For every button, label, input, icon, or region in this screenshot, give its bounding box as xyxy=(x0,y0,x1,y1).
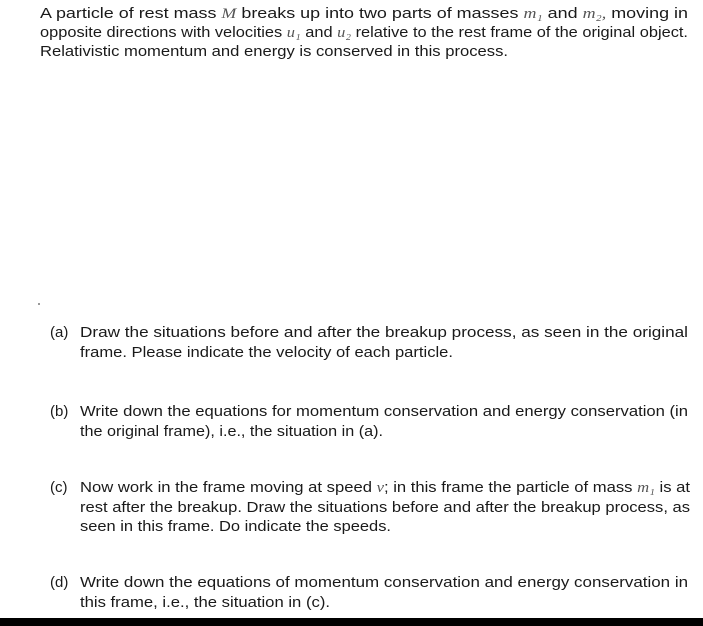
part-c-line xyxy=(80,498,690,517)
text-segment: opposite directions with velocities xyxy=(40,24,287,41)
text-segment: moving in xyxy=(606,5,688,22)
text-segment: the original frame), i.e., the situation in (a). xyxy=(80,422,383,440)
text-segment: rest after the breakup. Draw the situations before and after the breakup process, as xyxy=(80,498,690,516)
text-segment: Write down the equations of momentum conservation and energy conservation in xyxy=(80,574,688,591)
intro-line xyxy=(40,42,508,61)
text-segment: A particle of rest mass xyxy=(40,5,222,22)
part-a-line xyxy=(80,343,453,362)
text-segment: breaks up into two parts of masses xyxy=(236,5,524,22)
intro-line xyxy=(40,23,688,43)
intro-line xyxy=(40,4,688,24)
math-symbol: M xyxy=(221,6,237,22)
math-symbol: m₁ xyxy=(637,480,655,496)
text-segment: and xyxy=(300,24,338,41)
math-symbol: v xyxy=(376,480,384,496)
part-d-line xyxy=(80,573,688,592)
math-symbol: m₁ xyxy=(523,6,543,22)
text-segment: ; in this frame the particle of mass xyxy=(383,479,638,496)
text-segment: Now work in the frame moving at speed xyxy=(80,479,377,496)
part-b-line xyxy=(80,422,383,441)
part-label: (a) xyxy=(50,324,69,341)
text-segment: relative to the rest frame of the original object. xyxy=(351,24,688,41)
part-d-line xyxy=(80,593,330,612)
text-segment: Relativistic momentum and energy is conserved in this process. xyxy=(40,43,508,60)
text-segment: Draw the situations before and after the breakup process, as seen in the original xyxy=(80,324,688,341)
part-a-line xyxy=(80,323,688,342)
math-symbol: u₁ xyxy=(286,25,301,41)
scan-speck xyxy=(38,303,40,305)
text-segment: seen in this frame. Do indicate the speeds. xyxy=(80,518,391,535)
part-b-line xyxy=(80,402,688,421)
bottom-black-bar xyxy=(0,618,703,626)
math-symbol: m₂, xyxy=(582,6,607,22)
text-segment: Write down the equations for momentum conservation and energy conservation (in xyxy=(80,403,688,420)
math-symbol: u₂ xyxy=(337,25,352,41)
text-segment: this frame, i.e., the situation in (c). xyxy=(80,593,330,611)
text-segment: and xyxy=(542,5,583,22)
text-segment: frame. Please indicate the velocity of each particle. xyxy=(80,343,454,361)
part-label: (d) xyxy=(50,574,69,591)
part-label: (b) xyxy=(50,403,69,420)
part-label: (c) xyxy=(50,479,68,496)
text-segment: is at xyxy=(654,479,690,496)
part-c-line xyxy=(80,517,391,536)
part-c-line xyxy=(80,478,690,498)
